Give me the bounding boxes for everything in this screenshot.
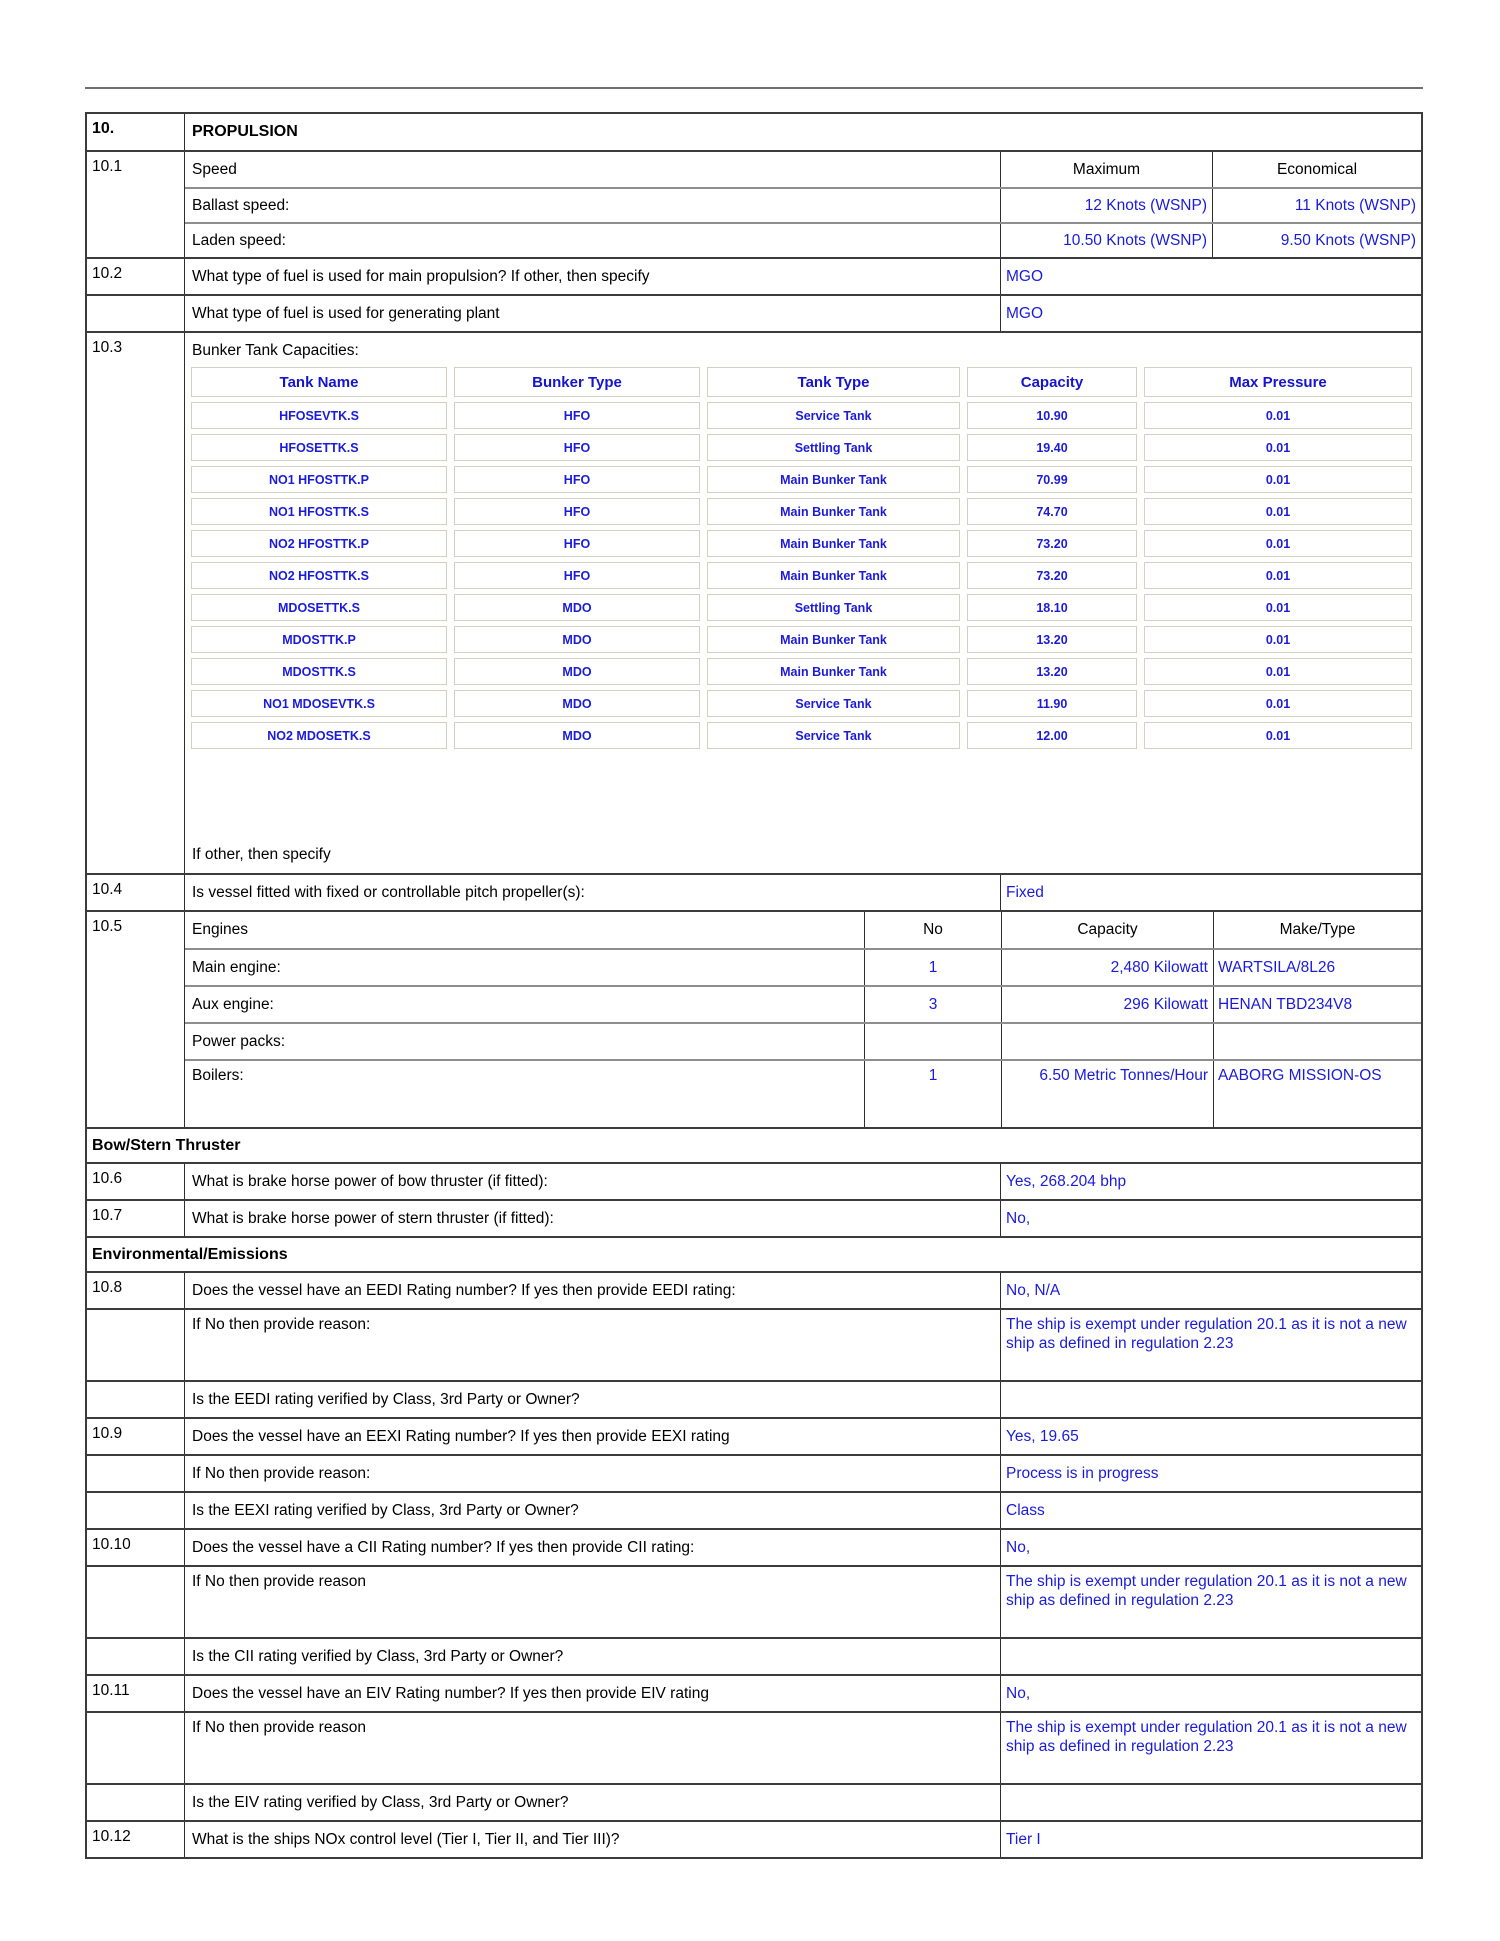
table-group	[87, 1199, 1421, 1236]
bunker-cell: HFOSETTK.S	[191, 434, 447, 461]
bunker-tank-row	[191, 530, 1421, 557]
row-number	[87, 1639, 185, 1674]
answer-text	[1001, 1785, 1421, 1820]
table-row	[185, 1059, 1421, 1127]
table-row	[185, 948, 1421, 985]
section-banner: Bow/Stern Thruster	[87, 1127, 1421, 1162]
table-row	[185, 1382, 1421, 1417]
bunker-cell: NO2 MDOSETK.S	[191, 722, 447, 749]
bunker-cell: HFOSEVTK.S	[191, 402, 447, 429]
engine-make-type: AABORG MISSION-OS	[1218, 1067, 1382, 1084]
column-header-maximum: Maximum	[1001, 152, 1213, 187]
group-rows	[185, 912, 1421, 1127]
table-row	[185, 152, 1421, 187]
bunker-cell: MDOSTTK.S	[191, 658, 447, 685]
row-number: 10.6	[87, 1164, 185, 1199]
bunker-cell: Main Bunker Tank	[707, 626, 960, 653]
bunker-cell: Service Tank	[707, 402, 960, 429]
bunker-cell: NO1 HFOSTTK.P	[191, 466, 447, 493]
bunker-cell: 13.20	[967, 626, 1137, 653]
bunker-tank-table	[191, 367, 1421, 754]
bunker-cell: HFO	[454, 562, 700, 589]
table-row	[185, 296, 1421, 331]
bunker-cell: 11.90	[967, 690, 1137, 717]
answer-text: The ship is exempt under regulation 20.1 as it is not a new ship as defined in regulation 2.23	[1006, 1316, 1407, 1353]
engine-capacity: 296 Kilowatt	[1002, 987, 1214, 1022]
table-row	[185, 187, 1421, 222]
group-rows	[185, 1567, 1421, 1637]
question-text: If No then provide reason:	[185, 1456, 1001, 1491]
bunker-cell: 13.20	[967, 658, 1137, 685]
group-rows	[185, 1713, 1421, 1783]
table-row	[185, 1567, 1421, 1637]
bunker-cell: Service Tank	[707, 722, 960, 749]
bunker-tank-row	[191, 498, 1421, 525]
bunker-column-header: Bunker Type	[454, 367, 700, 397]
speed-maximum-value: 10.50 Knots (WSNP)	[1001, 224, 1213, 257]
column-header-make-type: Make/Type	[1279, 921, 1356, 939]
question-text: What is brake horse power of stern thruster (if fitted):	[185, 1201, 1001, 1236]
speed-maximum-value: 12 Knots (WSNP)	[1001, 189, 1213, 222]
engine-label: Boilers:	[185, 1061, 865, 1127]
table-row	[185, 1456, 1421, 1491]
row-number: 10.5	[87, 912, 185, 1127]
bunker-cell: MDOSETTK.S	[191, 594, 447, 621]
engine-capacity	[1002, 1024, 1214, 1059]
engine-count: 1	[865, 1061, 1002, 1127]
bunker-header-row	[191, 367, 1421, 397]
engine-label: Aux engine:	[185, 987, 865, 1022]
answer-text: No,	[1006, 1209, 1031, 1227]
answer-text: Class	[1006, 1501, 1045, 1519]
bunker-cell: MDO	[454, 594, 700, 621]
group-rows	[185, 1164, 1421, 1199]
table-row	[185, 1713, 1421, 1783]
question-text: Laden speed:	[185, 224, 1001, 257]
bunker-capacities-label: Bunker Tank Capacities:	[192, 342, 359, 359]
bunker-cell: MDO	[454, 658, 700, 685]
bunker-cell: Settling Tank	[707, 434, 960, 461]
bunker-cell: 0.01	[1144, 562, 1412, 589]
group-rows	[185, 1785, 1421, 1820]
table-group	[87, 1783, 1421, 1820]
row-number	[87, 1456, 185, 1491]
row-number: 10.7	[87, 1201, 185, 1236]
engine-make-type: WARTSILA/8L26	[1218, 958, 1336, 976]
engine-count: 1	[865, 950, 1002, 985]
group-rows	[185, 1676, 1421, 1711]
table-row	[185, 1419, 1421, 1454]
table-row	[185, 1676, 1421, 1711]
bunker-cell: 70.99	[967, 466, 1137, 493]
table-row	[185, 259, 1421, 294]
bunker-tank-row	[191, 658, 1421, 685]
question-text: Does the vessel have an EEXI Rating number? If yes then provide EEXI rating	[185, 1419, 1001, 1454]
question-text: What type of fuel is used for generating plant	[185, 296, 1001, 331]
bunker-tank-row	[191, 466, 1421, 493]
bunker-cell: MDOSTTK.P	[191, 626, 447, 653]
answer-text: Yes, 19.65	[1006, 1427, 1079, 1445]
question-text: What is the ships NOx control level (Tier I, Tier II, and Tier III)?	[185, 1822, 1001, 1857]
table-group	[87, 150, 1421, 257]
answer-text: No,	[1006, 1684, 1031, 1702]
bunker-cell: 0.01	[1144, 530, 1412, 557]
question-text: Does the vessel have an EIV Rating number? If yes then provide EIV rating	[185, 1676, 1001, 1711]
question-text: Is the EIV rating verified by Class, 3rd Party or Owner?	[185, 1785, 1001, 1820]
bunker-cell: 0.01	[1144, 498, 1412, 525]
row-number	[87, 296, 185, 331]
row-number	[87, 1785, 185, 1820]
table-group	[87, 1308, 1421, 1380]
bunker-cell: 0.01	[1144, 626, 1412, 653]
question-text: What is brake horse power of bow thruster (if fitted):	[185, 1164, 1001, 1199]
bunker-cell: 0.01	[1144, 402, 1412, 429]
table-row	[185, 1164, 1421, 1199]
question-text: Does the vessel have an EEDI Rating number? If yes then provide EEDI rating:	[185, 1273, 1001, 1308]
column-header-capacity: Capacity	[1002, 912, 1214, 948]
bunker-cell: Main Bunker Tank	[707, 466, 960, 493]
answer-text: No,	[1006, 1538, 1031, 1556]
bunker-cell: Service Tank	[707, 690, 960, 717]
row-number	[87, 1713, 185, 1783]
bunker-tank-row	[191, 626, 1421, 653]
speed-economical-value: 11 Knots (WSNP)	[1294, 196, 1416, 214]
question-text: Is the EEXI rating verified by Class, 3rd Party or Owner?	[185, 1493, 1001, 1528]
question-text: Ballast speed:	[185, 189, 1001, 222]
answer-text: Process is in progress	[1006, 1464, 1159, 1482]
bunker-cell: HFO	[454, 466, 700, 493]
bunker-cell: Settling Tank	[707, 594, 960, 621]
bunker-cell: 0.01	[1144, 722, 1412, 749]
bunker-cell: HFO	[454, 498, 700, 525]
table-group	[87, 910, 1421, 1127]
engine-capacity: 2,480 Kilowatt	[1002, 950, 1214, 985]
table-group	[87, 1528, 1421, 1565]
table-row	[185, 114, 1421, 150]
engine-label: Main engine:	[185, 950, 865, 985]
table-group	[87, 1565, 1421, 1637]
row-number	[87, 1567, 185, 1637]
speed-economical-value: 9.50 Knots (WSNP)	[1280, 231, 1416, 249]
table-row	[185, 1493, 1421, 1528]
questionnaire-table	[85, 112, 1423, 1859]
bunker-tank-row	[191, 690, 1421, 717]
group-rows	[185, 1822, 1421, 1857]
row-number: 10.1	[87, 152, 185, 257]
row-number: 10.10	[87, 1530, 185, 1565]
answer-text: The ship is exempt under regulation 20.1 as it is not a new ship as defined in regulation 2.23	[1006, 1573, 1407, 1610]
row-number	[87, 1310, 185, 1380]
table-group	[87, 1711, 1421, 1783]
bunker-cell: 0.01	[1144, 690, 1412, 717]
row-number: 10.4	[87, 875, 185, 910]
bunker-cell: Main Bunker Tank	[707, 498, 960, 525]
answer-text	[1001, 1639, 1421, 1674]
question-text: If No then provide reason	[185, 1567, 1001, 1637]
table-group	[87, 1454, 1421, 1491]
bunker-cell: MDO	[454, 690, 700, 717]
table-group	[87, 294, 1421, 331]
section-banner: Environmental/Emissions	[87, 1236, 1421, 1271]
group-rows	[185, 1382, 1421, 1417]
answer-text: The ship is exempt under regulation 20.1 as it is not a new ship as defined in regulation 2.23	[1006, 1719, 1407, 1756]
group-rows	[185, 1201, 1421, 1236]
bunker-cell: 73.20	[967, 562, 1137, 589]
question-text: If No then provide reason:	[185, 1310, 1001, 1380]
question-text: What type of fuel is used for main propulsion? If other, then specify	[185, 259, 1001, 294]
bunker-tank-row	[191, 722, 1421, 749]
answer-text	[1001, 1382, 1421, 1417]
table-group	[87, 1417, 1421, 1454]
table-row	[185, 1022, 1421, 1059]
engine-count	[865, 1024, 1002, 1059]
table-row	[185, 222, 1421, 257]
bunker-cell: 12.00	[967, 722, 1137, 749]
answer-text: Fixed	[1006, 883, 1044, 901]
bunker-tank-row	[191, 434, 1421, 461]
table-group	[87, 114, 1421, 150]
group-rows	[185, 1530, 1421, 1565]
table-row	[185, 1639, 1421, 1674]
bunker-cell: Main Bunker Tank	[707, 658, 960, 685]
answer-text: Yes, 268.204 bhp	[1006, 1172, 1127, 1190]
answer-text: Tier I	[1006, 1830, 1041, 1848]
table-row	[185, 1822, 1421, 1857]
section-title: PROPULSION	[192, 123, 298, 140]
engine-label: Power packs:	[185, 1024, 865, 1059]
bunker-cell: HFO	[454, 402, 700, 429]
answer-text: No, N/A	[1006, 1281, 1061, 1299]
question-text: If No then provide reason	[185, 1713, 1001, 1783]
bunker-cell: MDO	[454, 626, 700, 653]
bunker-cell: NO2 HFOSTTK.P	[191, 530, 447, 557]
table-group	[87, 1162, 1421, 1199]
engine-make-type: HENAN TBD234V8	[1218, 995, 1353, 1013]
question-text: Is the CII rating verified by Class, 3rd Party or Owner?	[185, 1639, 1001, 1674]
question-text: Is vessel fitted with fixed or controllable pitch propeller(s):	[185, 875, 1001, 910]
group-rows	[185, 1456, 1421, 1491]
bunker-cell: 74.70	[967, 498, 1137, 525]
question-text: Speed	[185, 152, 1001, 187]
column-header-economical: Economical	[1276, 160, 1358, 178]
bunker-cell: NO1 MDOSEVTK.S	[191, 690, 447, 717]
bunker-cell: MDO	[454, 722, 700, 749]
bunker-cell: 0.01	[1144, 466, 1412, 493]
group-rows	[185, 1639, 1421, 1674]
bunker-cell: 0.01	[1144, 658, 1412, 685]
group-rows	[185, 259, 1421, 294]
bunker-column-header: Capacity	[967, 367, 1137, 397]
question-text: Engines	[185, 912, 865, 948]
engine-count: 3	[865, 987, 1002, 1022]
table-row	[185, 1310, 1421, 1380]
row-number: 10.3	[87, 333, 185, 873]
bunker-cell: HFO	[454, 530, 700, 557]
bunker-cell: Main Bunker Tank	[707, 530, 960, 557]
table-group	[87, 1491, 1421, 1528]
question-text: Does the vessel have a CII Rating number? If yes then provide CII rating:	[185, 1530, 1001, 1565]
table-row	[185, 912, 1421, 948]
row-number	[87, 1493, 185, 1528]
group-rows	[185, 152, 1421, 257]
table-row	[185, 875, 1421, 910]
table-row	[185, 333, 1421, 873]
table-group	[87, 1271, 1421, 1308]
row-number: 10.	[87, 114, 185, 150]
group-rows	[185, 875, 1421, 910]
bunker-cell: 10.90	[967, 402, 1137, 429]
table-group	[87, 873, 1421, 910]
table-row	[185, 1785, 1421, 1820]
table-row	[185, 1530, 1421, 1565]
group-rows	[185, 1493, 1421, 1528]
group-rows	[185, 114, 1421, 150]
bunker-cell: Main Bunker Tank	[707, 562, 960, 589]
column-header-no: No	[865, 912, 1002, 948]
table-group	[87, 1637, 1421, 1674]
row-number: 10.12	[87, 1822, 185, 1857]
table-group	[87, 1380, 1421, 1417]
table-group	[87, 1674, 1421, 1711]
table-group	[87, 1820, 1421, 1857]
row-number: 10.9	[87, 1419, 185, 1454]
bunker-cell: NO1 HFOSTTK.S	[191, 498, 447, 525]
group-rows	[185, 1273, 1421, 1308]
table-row	[185, 985, 1421, 1022]
bunker-cell: NO2 HFOSTTK.S	[191, 562, 447, 589]
engine-capacity: 6.50 Metric Tonnes/Hour	[1002, 1061, 1214, 1127]
if-other-label: If other, then specify	[192, 846, 331, 863]
bunker-cell: 18.10	[967, 594, 1137, 621]
bunker-tank-row	[191, 562, 1421, 589]
top-rule	[85, 87, 1423, 89]
table-row	[185, 1201, 1421, 1236]
group-rows	[185, 296, 1421, 331]
bunker-column-header: Tank Type	[707, 367, 960, 397]
table-row	[185, 1273, 1421, 1308]
bunker-tank-row	[191, 402, 1421, 429]
answer-text: MGO	[1006, 267, 1044, 285]
row-number	[87, 1382, 185, 1417]
bunker-cell: 19.40	[967, 434, 1137, 461]
bunker-cell: HFO	[454, 434, 700, 461]
table-group	[87, 331, 1421, 873]
group-rows	[185, 1419, 1421, 1454]
bunker-column-header: Max Pressure	[1144, 367, 1412, 397]
question-text: Is the EEDI rating verified by Class, 3rd Party or Owner?	[185, 1382, 1001, 1417]
bunker-cell: 0.01	[1144, 434, 1412, 461]
bunker-tank-row	[191, 594, 1421, 621]
bunker-cell: 0.01	[1144, 594, 1412, 621]
bunker-column-header: Tank Name	[191, 367, 447, 397]
engine-make-type	[1214, 1024, 1421, 1059]
table-group	[87, 257, 1421, 294]
answer-text: MGO	[1006, 304, 1044, 322]
group-rows	[185, 1310, 1421, 1380]
group-rows	[185, 333, 1421, 873]
row-number: 10.8	[87, 1273, 185, 1308]
bunker-cell: 73.20	[967, 530, 1137, 557]
row-number: 10.2	[87, 259, 185, 294]
row-number: 10.11	[87, 1676, 185, 1711]
